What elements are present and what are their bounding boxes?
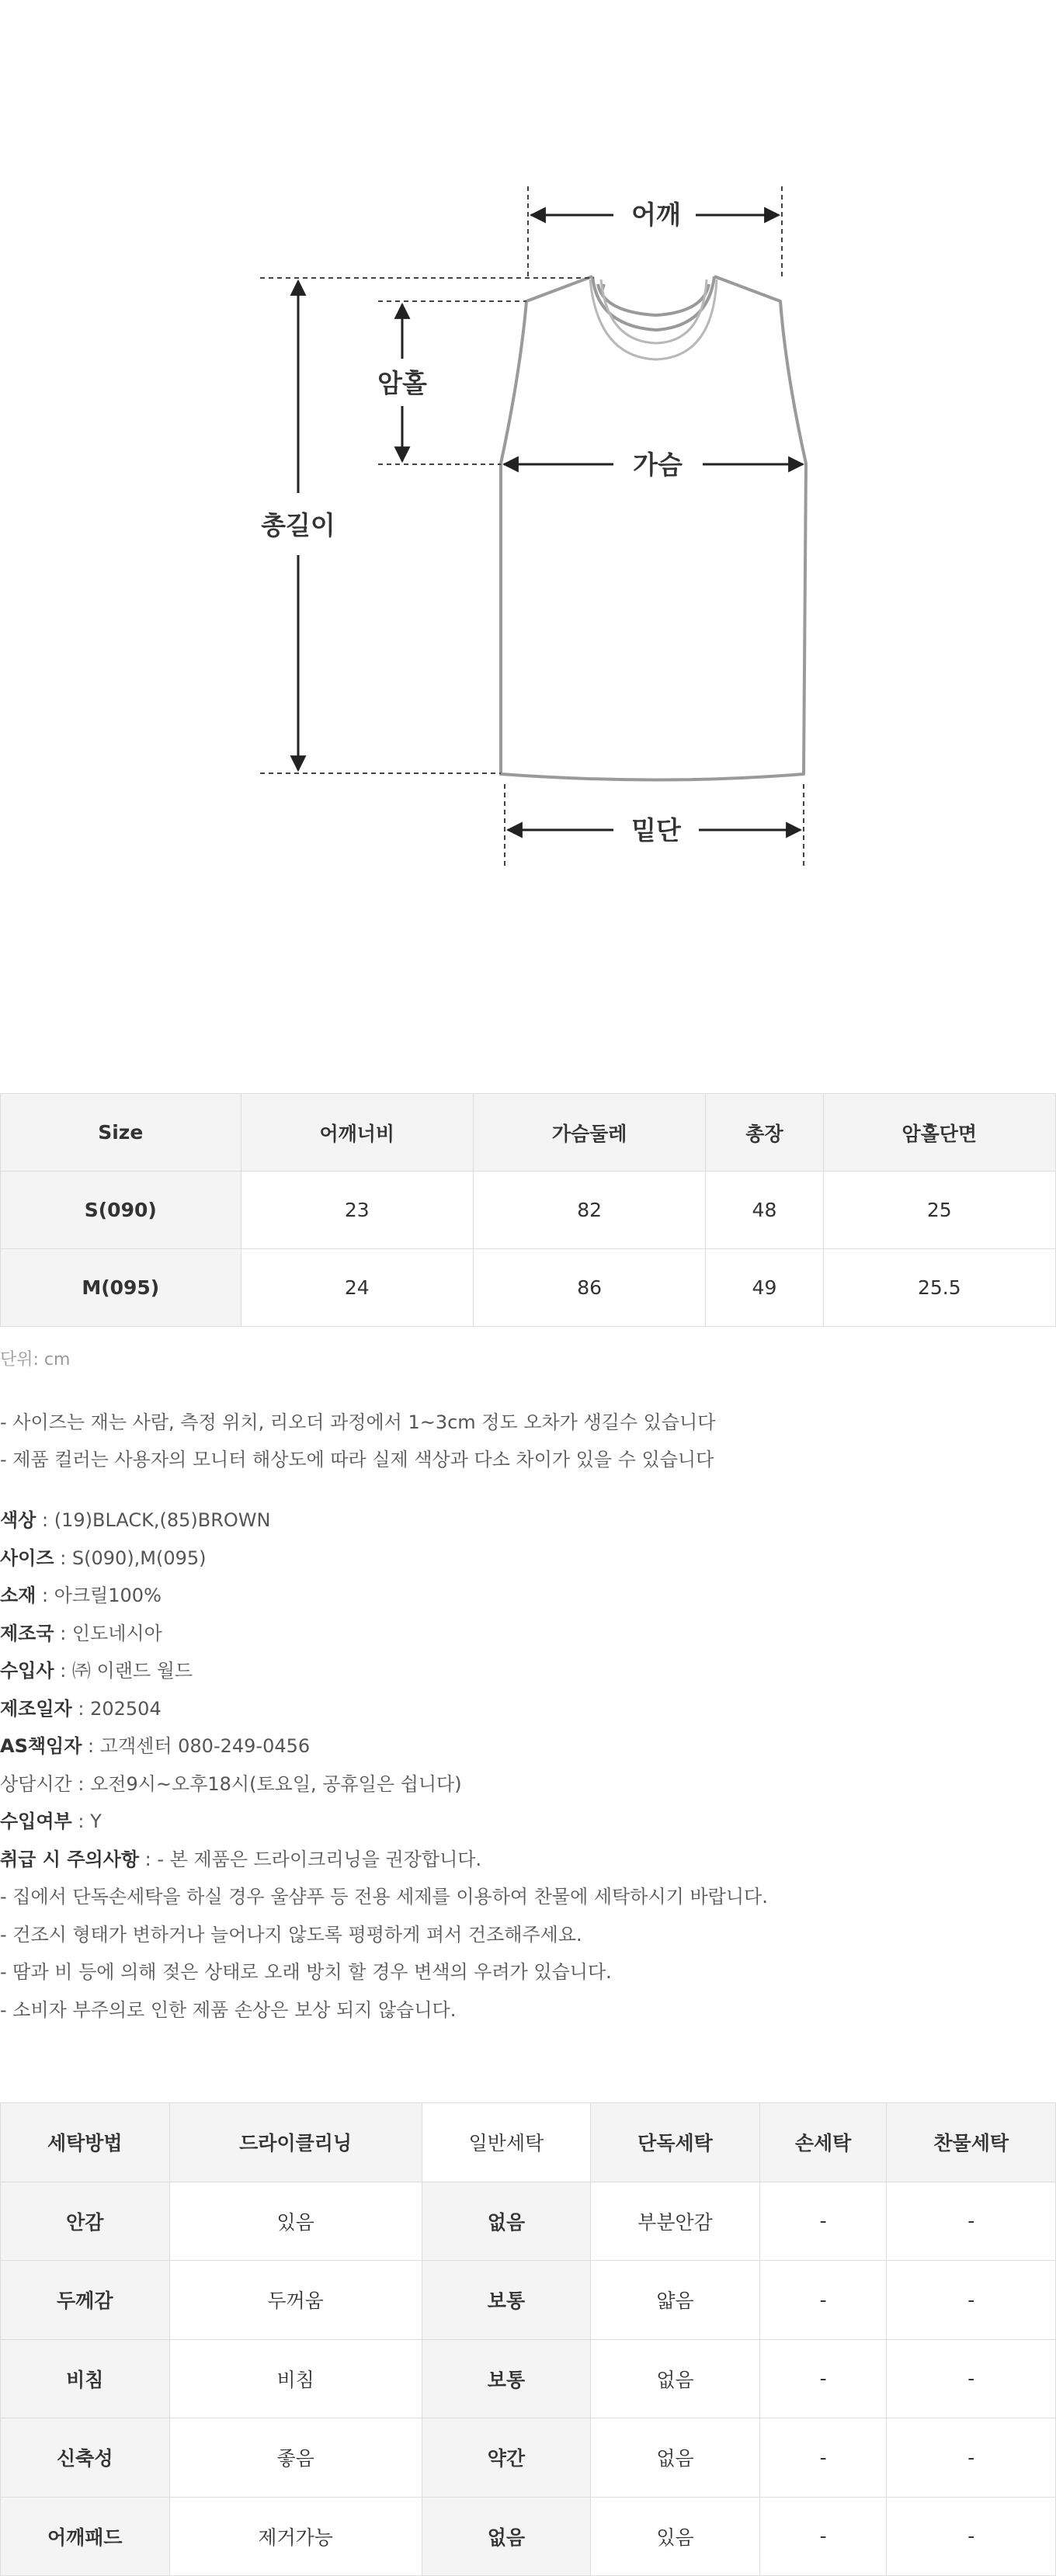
spec-line: - 땀과 비 등에 의해 젖은 상태로 오래 방치 할 경우 변색의 우려가 있습니다. [0,1961,612,1983]
care-header-cell: 드라이클리닝 [169,2103,422,2182]
table-row [1,2418,1056,2498]
note-line: - 제품 컬러는 사용자의 모니터 해상도에 따라 실제 색상과 다소 차이가 있을 수 있습니다 [0,1449,714,1470]
size-header-cell: 암홀단면 [823,1094,1055,1172]
size-cell: 24 [241,1249,473,1327]
care-cell: - [887,2497,1056,2576]
size-cell: 25.5 [823,1249,1055,1327]
measure-arrows [298,215,803,830]
product-spec [0,1502,768,2029]
guide-lines [260,186,804,870]
care-cell: 비침 [169,2339,422,2418]
care-cell: - [887,2418,1056,2498]
spec-line: 소재 : 아크릴100% [0,1585,162,1606]
care-cell: 있음 [591,2497,760,2576]
size-header-cell: 총장 [706,1094,823,1172]
care-cell: - [759,2182,887,2261]
care-row-label: 어깨패드 [1,2497,170,2576]
care-row-label: 신축성 [1,2418,170,2498]
note-line: - 사이즈는 재는 사람, 측정 위치, 리오더 과정에서 1~3cm 정도 오차가 생길수 있습니다 [0,1411,716,1433]
shoulder-label: 어깨 [631,200,681,230]
spec-line: 수입여부 : Y [0,1810,102,1832]
care-cell: 보통 [422,2261,591,2340]
care-header-cell: 세탁방법 [1,2103,170,2182]
care-cell: - [759,2497,887,2576]
size-cell: 48 [706,1172,823,1249]
table-row [1,1172,1056,1249]
care-cell: - [759,2339,887,2418]
care-cell: 없음 [422,2497,591,2576]
care-cell: - [759,2418,887,2498]
table-row [1,2339,1056,2418]
size-notes [0,1404,715,1478]
size-diagram [0,0,1056,932]
care-table [0,2102,1056,2576]
size-row-label: S(090) [1,1172,241,1249]
care-cell: 있음 [169,2182,422,2261]
size-header-cell: 가슴둘레 [473,1094,705,1172]
care-row-label: 두께감 [1,2261,170,2340]
hem-label: 밑단 [631,815,681,845]
care-table-header [1,2103,1056,2182]
table-row [1,2497,1056,2576]
size-table-header [1,1094,1056,1172]
table-row [1,2182,1056,2261]
spec-line: 색상 : (19)BLACK,(85)BROWN [0,1509,271,1531]
size-header-cell: 어깨너비 [241,1094,473,1172]
length-label: 총길이 [261,510,335,540]
care-cell: - [887,2182,1056,2261]
armhole-label: 암홀 [377,368,427,398]
size-cell: 49 [706,1249,823,1327]
size-header-cell: Size [1,1094,241,1172]
size-row-label: M(095) [1,1249,241,1327]
table-row [1,1249,1056,1327]
care-cell: 약간 [422,2418,591,2498]
size-table [0,1093,1056,1327]
spec-line: 상담시간 : 오전9시~오후18시(토요일, 공휴일은 쉽니다) [0,1772,462,1795]
care-cell: 없음 [591,2339,760,2418]
care-cell: - [887,2339,1056,2418]
care-header-cell: 손세탁 [759,2103,887,2182]
care-cell: 보통 [422,2339,591,2418]
size-cell: 23 [241,1172,473,1249]
size-cell: 25 [823,1172,1055,1249]
care-cell: 얇음 [591,2261,760,2340]
size-cell: 82 [473,1172,705,1249]
spec-line: - 건조시 형태가 변하거나 늘어나지 않도록 평평하게 펴서 건조해주세요. [0,1923,582,1946]
spec-line: 취급 시 주의사항 : - 본 제품은 드라이크리닝을 권장합니다. [0,1848,482,1870]
size-cell: 86 [473,1249,705,1327]
spec-line: 제조일자 : 202504 [0,1697,162,1720]
care-cell: 좋음 [169,2418,422,2498]
care-header-cell: 일반세탁 [422,2103,591,2182]
table-row [1,2261,1056,2340]
garment-outline [501,276,806,780]
care-row-label: 안감 [1,2182,170,2261]
care-cell: 두꺼움 [169,2261,422,2340]
spec-line: 제조국 : 인도네시아 [0,1622,162,1644]
spec-line: 수입사 : ㈜ 이랜드 월드 [0,1660,193,1682]
spec-line: - 소비자 부주의로 인한 제품 손상은 보상 되지 않습니다. [0,1998,457,2021]
care-header-cell: 찬물세탁 [887,2103,1056,2182]
spec-line: 사이즈 : S(090),M(095) [0,1547,207,1569]
spec-line: - 집에서 단독손세탁을 하실 경우 울샴푸 등 전용 세제를 이용하여 찬물에 세탁하시기 바랍니다. [0,1886,768,1908]
chest-label: 가슴 [633,450,683,480]
care-cell: - [887,2261,1056,2340]
care-header-cell: 단독세탁 [591,2103,760,2182]
care-cell: 부분안감 [591,2182,760,2261]
unit-note: 단위: cm [0,1350,71,1370]
care-row-label: 비침 [1,2339,170,2418]
care-cell: - [759,2261,887,2340]
spec-line: AS책임자 : 고객센터 080-249-0456 [0,1735,311,1757]
care-cell: 없음 [591,2418,760,2498]
care-cell: 없음 [422,2182,591,2261]
care-cell: 제거가능 [169,2497,422,2576]
